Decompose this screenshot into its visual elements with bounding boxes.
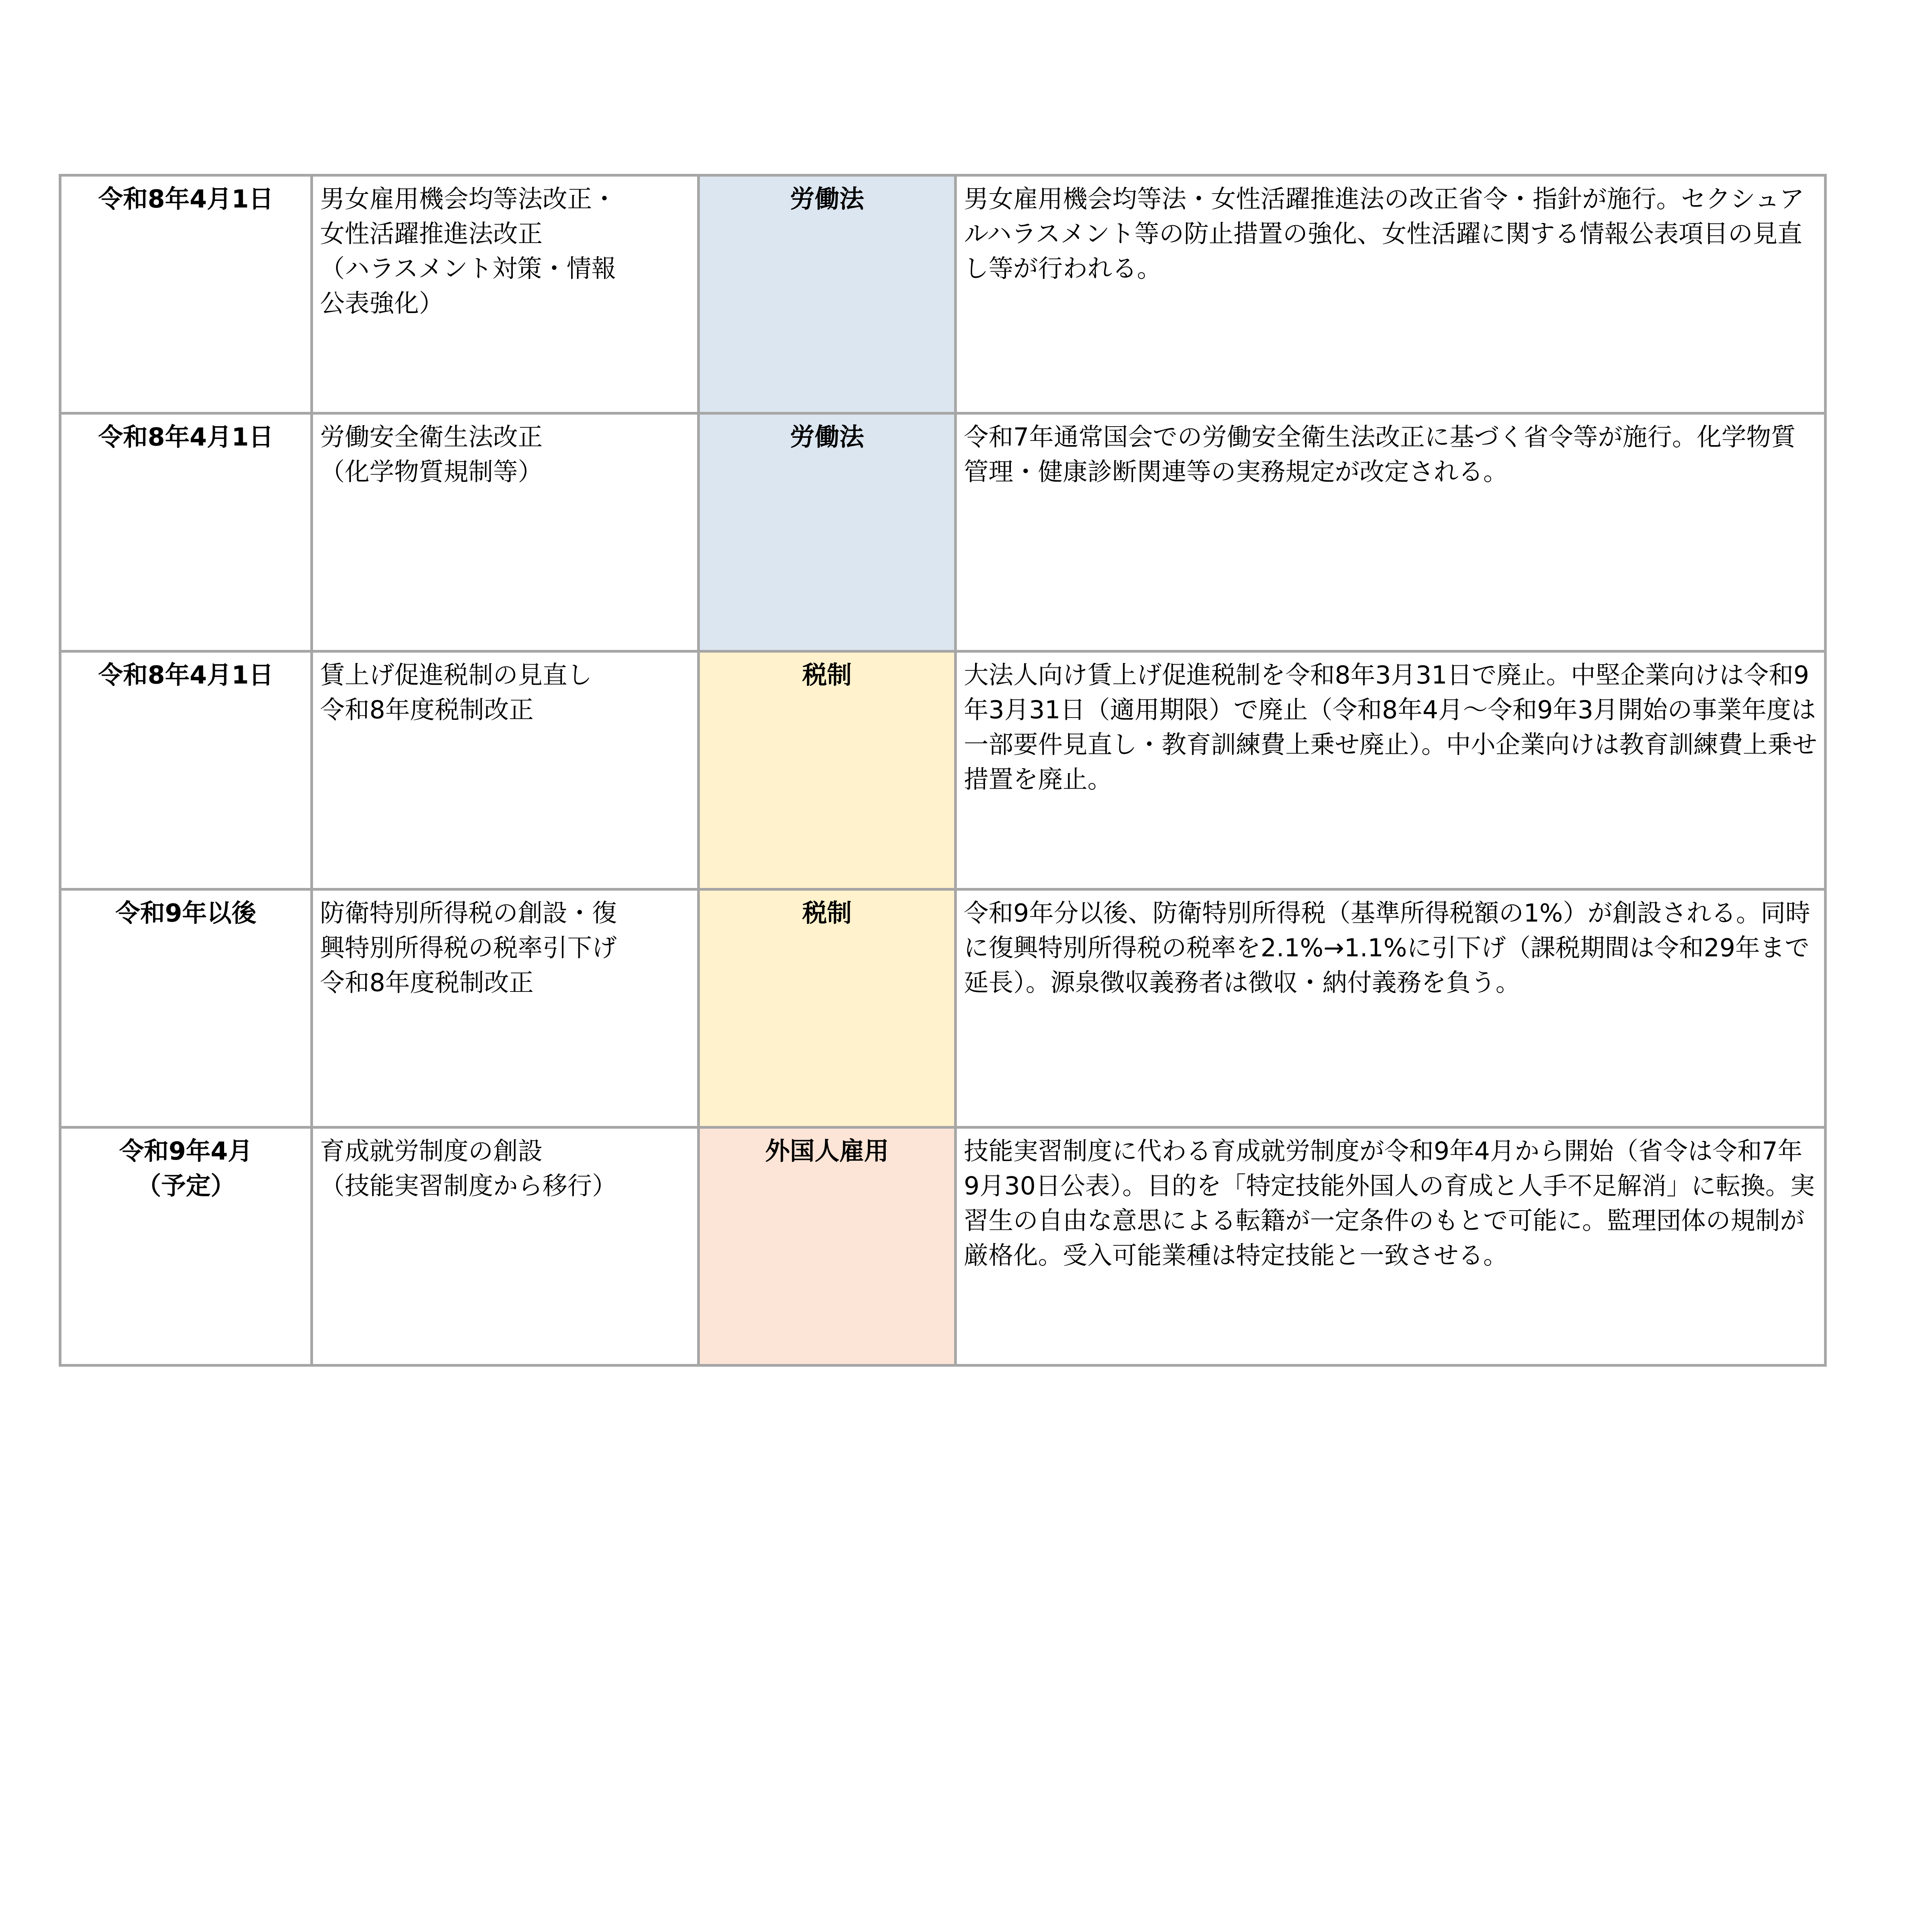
law-title-line: 労働安全衛生法改正: [320, 423, 543, 452]
effective-date: 令和8年4月1日: [98, 185, 274, 214]
effective-date: 令和9年4月: [119, 1137, 253, 1166]
category-label: 労働法: [790, 185, 864, 214]
law-title-line: 男女雇用機会均等法改正・: [320, 185, 617, 214]
effective-date-cell: [60, 175, 312, 413]
law-title-cell: [312, 889, 699, 1128]
table-row: [60, 1128, 1826, 1366]
effective-date-note: （予定）: [136, 1172, 235, 1201]
description-text: 令和7年通常国会での労働安全衛生法改正に基づく省令等が施行。化学物質管理・健康診断関連等の実務規定が改定される。: [964, 423, 1796, 486]
table-row: [60, 889, 1826, 1128]
category-cell: [699, 651, 956, 889]
law-title-cell: [312, 413, 699, 651]
law-title-line: （技能実習制度から移行）: [320, 1172, 617, 1201]
description-cell: [956, 889, 1826, 1128]
effective-date: 令和8年4月1日: [98, 423, 274, 452]
category-label: 税制: [802, 661, 852, 690]
law-title-line: （ハラスメント対策・情報: [320, 255, 616, 283]
effective-date-cell: [60, 651, 312, 889]
law-title-line: 賃上げ促進税制の見直し: [320, 661, 592, 690]
description-text: 技能実習制度に代わる育成就労制度が令和9年4月から開始（省令は令和7年9月30日公表）。目的を「特定技能外国人の育成と人手不足解消」に転換。実習生の自由な意思による転籍が一定条件のもとで可能に。監理団体の規制が厳格化。受入可能業種は特定技能と一致させる。: [964, 1137, 1815, 1270]
law-title-cell: [312, 651, 699, 889]
description-text: 令和9年分以後、防衛特別所得税（基準所得税額の1%）が創設される。同時に復興特別所得税の税率を2.1%→1.1%に引下げ（課税期間は令和29年まで延長）。源泉徴収義務者は徴収・納付義務を負う。: [964, 899, 1811, 997]
law-title-line: 防衛特別所得税の創設・復: [320, 899, 617, 928]
law-title-line: （化学物質規制等）: [320, 458, 543, 486]
effective-date: 令和9年以後: [115, 899, 257, 928]
effective-date: 令和8年4月1日: [98, 661, 274, 690]
category-cell: [699, 889, 956, 1128]
law-title-line: 興特別所得税の税率引下げ: [320, 934, 617, 963]
description-text: 男女雇用機会均等法・女性活躍推進法の改正省令・指針が施行。セクシュアルハラスメント等の防止措置の強化、女性活躍に関する情報公表項目の見直し等が行われる。: [964, 185, 1804, 283]
table-body: [60, 175, 1826, 1366]
effective-date-cell: [60, 1128, 312, 1366]
category-label: 労働法: [790, 423, 864, 452]
effective-date-cell: [60, 889, 312, 1128]
category-label: 税制: [802, 899, 852, 928]
description-text: 大法人向け賃上げ促進税制を令和8年3月31日で廃止。中堅企業向けは令和9年3月31日（適用期限）で廃止（令和8年4月～令和9年3月開始の事業年度は一部要件見直し・教育訓練費上乗せ廃止）。中小企業向けは教育訓練費上乗せ措置を廃止。: [964, 661, 1817, 794]
law-title-line: 公表強化）: [320, 289, 444, 318]
law-title-cell: [312, 175, 699, 413]
category-cell: [699, 175, 956, 413]
category-cell: [699, 1128, 956, 1366]
law-title-line: 女性活躍推進法改正: [320, 220, 543, 248]
description-cell: [956, 413, 1826, 651]
law-title-line: 令和8年度税制改正: [320, 969, 534, 997]
table-row: [60, 413, 1826, 651]
description-cell: [956, 651, 1826, 889]
description-cell: [956, 1128, 1826, 1366]
table-row: [60, 651, 1826, 889]
law-title-line: 育成就労制度の創設: [320, 1137, 543, 1166]
effective-date-cell: [60, 413, 312, 651]
description-cell: [956, 175, 1826, 413]
category-label: 外国人雇用: [765, 1137, 889, 1166]
law-change-table: [59, 174, 1827, 1367]
category-cell: [699, 413, 956, 651]
table-row: [60, 175, 1826, 413]
law-title-cell: [312, 1128, 699, 1366]
law-title-line: 令和8年度税制改正: [320, 696, 534, 724]
